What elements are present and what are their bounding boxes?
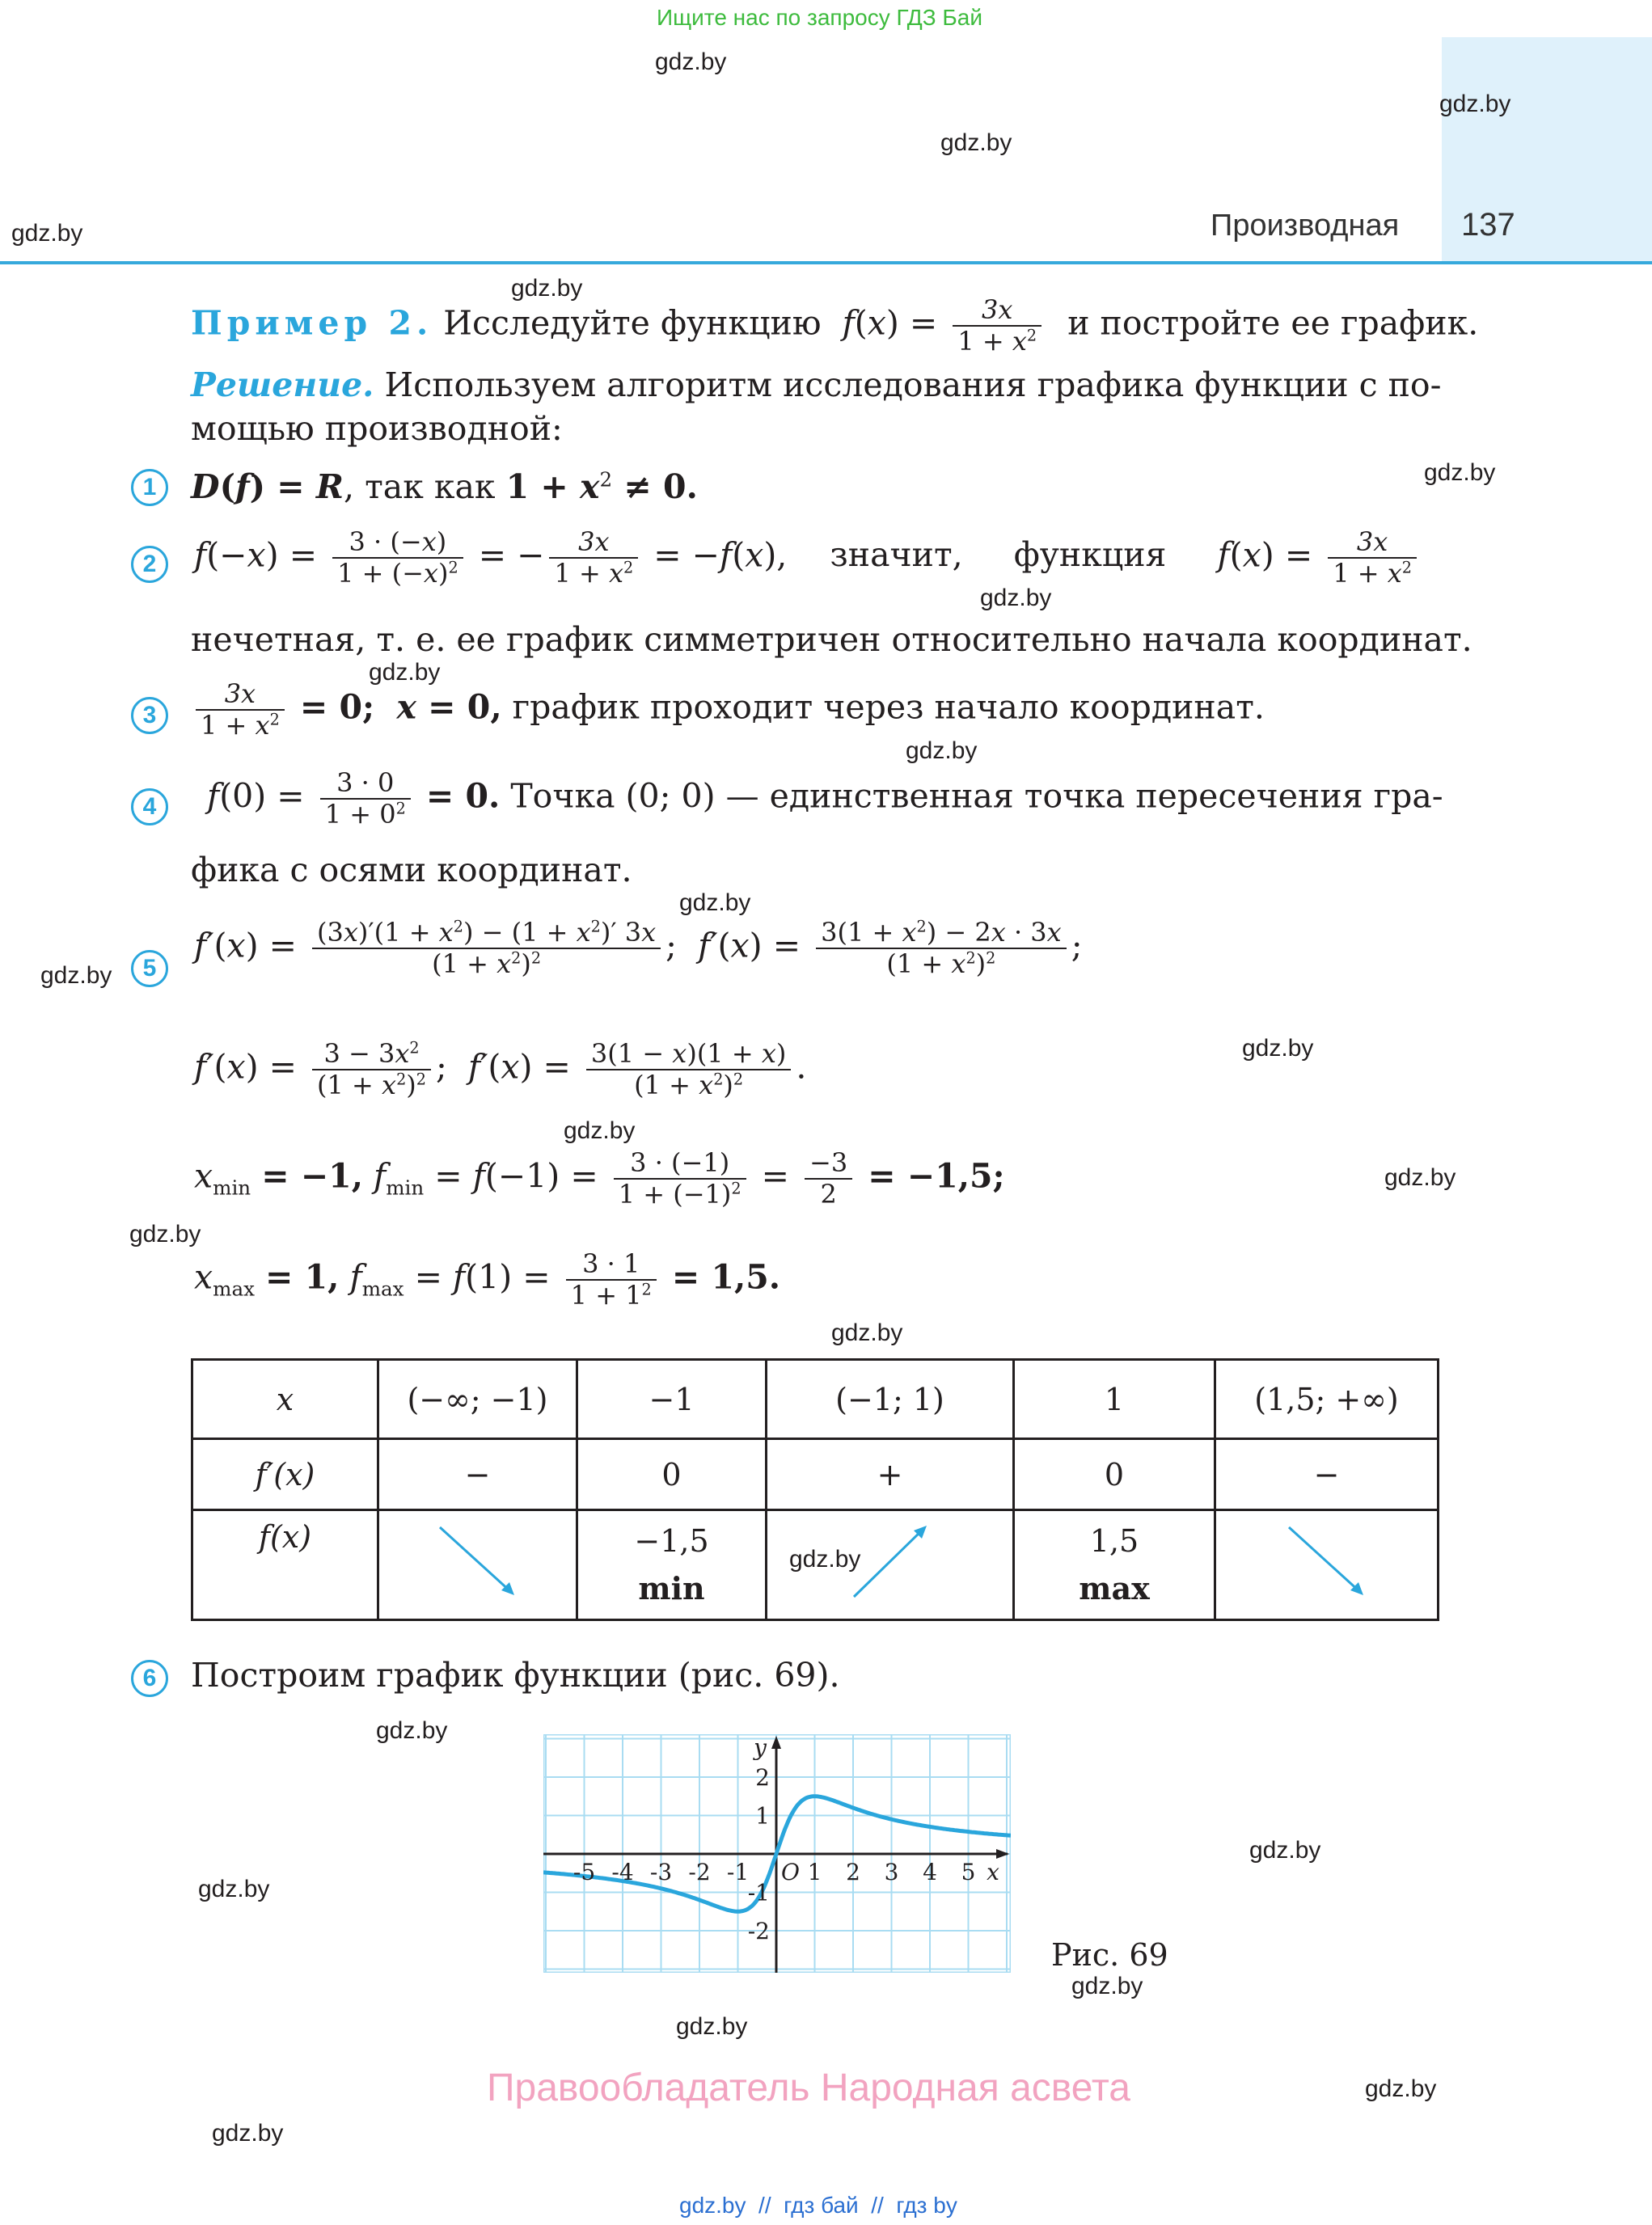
y-tick-label: -1	[747, 1879, 770, 1906]
step-2-continuation: нечетная, т. е. ее график симметричен относительно начала координат.	[191, 620, 1472, 659]
increasing-arrow-icon	[846, 1521, 935, 1602]
formula: $\frac{3 \cdot (-x)}{1 + (-x)^2}$	[332, 527, 463, 589]
step-3: $\frac{3x}{1 + x^2}$ = 0; x = 0, график проходит через начало координат.	[191, 679, 1265, 741]
watermark: gdz.by	[679, 889, 751, 916]
y-axis-label: y	[754, 1734, 767, 1761]
step-4-continuation: фика с осями координат.	[191, 851, 632, 889]
step-number: 4	[131, 788, 168, 825]
watermark: gdz.by	[198, 1876, 270, 1902]
step-5-derivative-2: f′(x) = $\frac{3 - 3x^2}{(1 + x^2)^2}$ ; f′(x) = $\frac{3(1 - x)(1 + x)}{(1 + x^2)^2}$ .	[194, 1038, 807, 1100]
watermark: gdz.by	[511, 275, 583, 302]
table-cell: 0	[577, 1439, 767, 1510]
step-5-minimum: $x_{min} = -1$, $f_{min} = f(-1)$ = $\frac{3 \cdot (-1)}{1 + (-1)^2}$ = $\frac{-3}{2}$ = −1,5;	[194, 1147, 1005, 1210]
formula: $\frac{3 - 3x^2}{(1 + x^2)^2}$	[312, 1039, 431, 1100]
min-value: −1,5	[634, 1523, 709, 1559]
watermark: gdz.by	[212, 2120, 284, 2147]
x-tick-label: -1	[726, 1859, 750, 1885]
watermark: gdz.by	[376, 1717, 448, 1744]
step-5-maximum: $x_{max} = 1$, $f_{max} = f(1)$ = $\frac{3 \cdot 1}{1 + 1^2}$ = 1,5.	[194, 1248, 781, 1311]
step-number: 6	[131, 1660, 168, 1697]
max-value: 1,5	[1089, 1523, 1139, 1559]
watermark: gdz.by	[906, 737, 978, 764]
page-number: 137	[1461, 207, 1515, 243]
step-2: f(−x) = $\frac{3 \cdot (-x)}{1 + (-x)^2}$ = − $\frac{3x}{1 + x^2}$ = −f(x), значит, функция f(x) = $\frac{3x}{1 + x^2}$	[194, 527, 1422, 589]
watermark: gdz.by	[940, 129, 1012, 156]
x-tick-label: -2	[688, 1859, 711, 1885]
example-label: Пример 2.	[191, 303, 433, 343]
table-cell	[767, 1510, 1014, 1620]
x-tick-label: 2	[846, 1859, 860, 1885]
watermark: gdz.by	[831, 1319, 903, 1346]
x-axis-label: x	[987, 1859, 999, 1885]
table-cell: f′(x)	[192, 1439, 378, 1510]
x-tick-label: 1	[807, 1859, 822, 1885]
step-6: Построим график функции (рис. 69).	[191, 1656, 840, 1695]
origin-label: O	[781, 1859, 800, 1885]
table-cell: (−∞; −1)	[378, 1360, 577, 1439]
example-statement: Пример 2. Исследуйте функцию f(x) = $\frac{3x}{1 + x^2}$ и постройте ее график.	[191, 294, 1479, 357]
formula: $\frac{3x}{1 + x^2}$	[1328, 527, 1417, 589]
watermark: gdz.by	[1071, 1973, 1143, 1999]
table-cell	[1014, 1510, 1215, 1620]
step-4: f(0) = $\frac{3 \cdot 0}{1 + 0^2}$ = 0. Точка (0; 0) — единственная точка пересечения гра-	[207, 767, 1443, 830]
max-label: max	[1079, 1570, 1150, 1606]
watermark: gdz.by	[369, 659, 441, 686]
formula: $\frac{3x}{1 + x^2}$	[953, 295, 1041, 357]
watermark: gdz.by	[1365, 2075, 1437, 2102]
step-4-text: Точка (0; 0) — единственная точка пересечения гра-	[510, 776, 1443, 816]
table-cell: 1	[1014, 1360, 1215, 1439]
step-2-word1: значит,	[830, 535, 963, 575]
formula: $\frac{3 \cdot 1}{1 + 1^2}$	[566, 1249, 657, 1311]
decreasing-arrow-icon	[1282, 1521, 1371, 1602]
table-cell: (1,5; +∞)	[1215, 1360, 1439, 1439]
solution-line-2: мощью производной:	[191, 409, 563, 448]
table-cell	[577, 1510, 767, 1620]
watermark: gdz.by	[1424, 459, 1496, 486]
table-cell: f(x)	[192, 1510, 378, 1620]
variation-table	[191, 1358, 1439, 1621]
y-tick-label: -2	[747, 1918, 770, 1944]
step-1: D(f) = R, так как $1 + x^2 \ne 0$.	[191, 467, 698, 506]
watermark: gdz.by	[11, 220, 83, 247]
rights-holder: Правообладатель Народная асвета	[487, 2067, 1130, 2109]
watermark: gdz.by	[1439, 91, 1511, 117]
x-tick-label: -5	[572, 1859, 596, 1885]
x-tick-label: 4	[923, 1859, 937, 1885]
step-1-text: , так как	[344, 467, 496, 506]
table-cell: −	[1215, 1439, 1439, 1510]
step-5-derivative-1: f′(x) = $\frac{(3x)'(1 + x^2) - (1 + x^2)' 3x}{(1 + x^2)^2}$ ; f′(x) = $\frac{3(1 + x^2) - 2x \cdot 3x}{(1 + x^2)^2}$ ;	[194, 917, 1083, 979]
table-row	[192, 1510, 1439, 1620]
example-text-after: и постройте ее график.	[1067, 303, 1479, 343]
watermark: gdz.by	[129, 1221, 201, 1248]
formula: $\frac{(3x)'(1 + x^2) - (1 + x^2)' 3x}{(1 + x^2)^2}$	[312, 918, 661, 979]
step-3-text: график проходит через начало координат.	[512, 687, 1265, 727]
step-2-word2: функция	[1013, 535, 1167, 575]
decreasing-arrow-icon	[433, 1521, 522, 1602]
formula: $\frac{3 \cdot (-1)}{1 + (-1)^2}$	[614, 1148, 746, 1210]
watermark: gdz.by	[676, 2013, 748, 2040]
example-text: Исследуйте функцию	[443, 303, 822, 343]
watermark: gdz.by	[789, 1546, 861, 1573]
step-number: 3	[131, 697, 168, 734]
x-tick-label: 3	[884, 1859, 899, 1885]
step-number: 2	[131, 546, 168, 583]
formula: $\frac{3(1 + x^2) - 2x \cdot 3x}{(1 + x^2)^2}$	[816, 918, 1067, 979]
solution-text: Используем алгоритм исследования графика функции с по-	[384, 365, 1442, 404]
watermark: gdz.by	[980, 585, 1052, 611]
step-number: 5	[131, 950, 168, 987]
table-cell	[1215, 1510, 1439, 1620]
table-cell: −	[378, 1439, 577, 1510]
y-tick-label: 2	[755, 1764, 770, 1791]
step-number: 1	[131, 469, 168, 506]
watermark: gdz.by	[564, 1117, 636, 1144]
watermark: gdz.by	[1242, 1035, 1314, 1062]
header-rule	[0, 261, 1652, 264]
footer-links[interactable]: gdz.by // гдз бай // гдз by	[679, 2193, 957, 2218]
formula: $\frac{3(1 - x)(1 + x)}{(1 + x^2)^2}$	[586, 1039, 791, 1100]
table-row	[192, 1360, 1439, 1439]
solution-line	[191, 365, 1441, 405]
running-title: Производная	[1210, 209, 1400, 243]
formula: $\frac{3 \cdot 0}{1 + 0^2}$	[320, 768, 411, 830]
function-graph	[543, 1734, 1011, 1973]
x-tick-label: 5	[961, 1859, 976, 1885]
formula: $\frac{3x}{1 + x^2}$	[196, 679, 285, 741]
table-cell: 0	[1014, 1439, 1215, 1510]
formula: $\frac{-3}{2}$	[805, 1148, 852, 1210]
formula: $\frac{3x}{1 + x^2}$	[549, 527, 638, 589]
watermark: gdz.by	[1384, 1164, 1456, 1191]
watermark: gdz.by	[1249, 1837, 1321, 1864]
table-row	[192, 1439, 1439, 1510]
y-tick-label: 1	[755, 1802, 770, 1830]
x-tick-label: -3	[649, 1859, 673, 1885]
table-cell: (−1; 1)	[767, 1360, 1014, 1439]
x-tick-label: -4	[611, 1859, 634, 1885]
watermark: gdz.by	[655, 49, 727, 75]
top-note: Ищите нас по запросу ГДЗ Бай	[657, 5, 983, 30]
watermark: gdz.by	[40, 962, 112, 989]
solution-label: Решение.	[191, 365, 374, 404]
table-cell: +	[767, 1439, 1014, 1510]
table-cell	[378, 1510, 577, 1620]
figure-caption: Рис. 69	[1051, 1937, 1168, 1973]
table-cell: −1	[577, 1360, 767, 1439]
min-label: min	[638, 1570, 705, 1606]
table-cell: x	[192, 1360, 378, 1439]
